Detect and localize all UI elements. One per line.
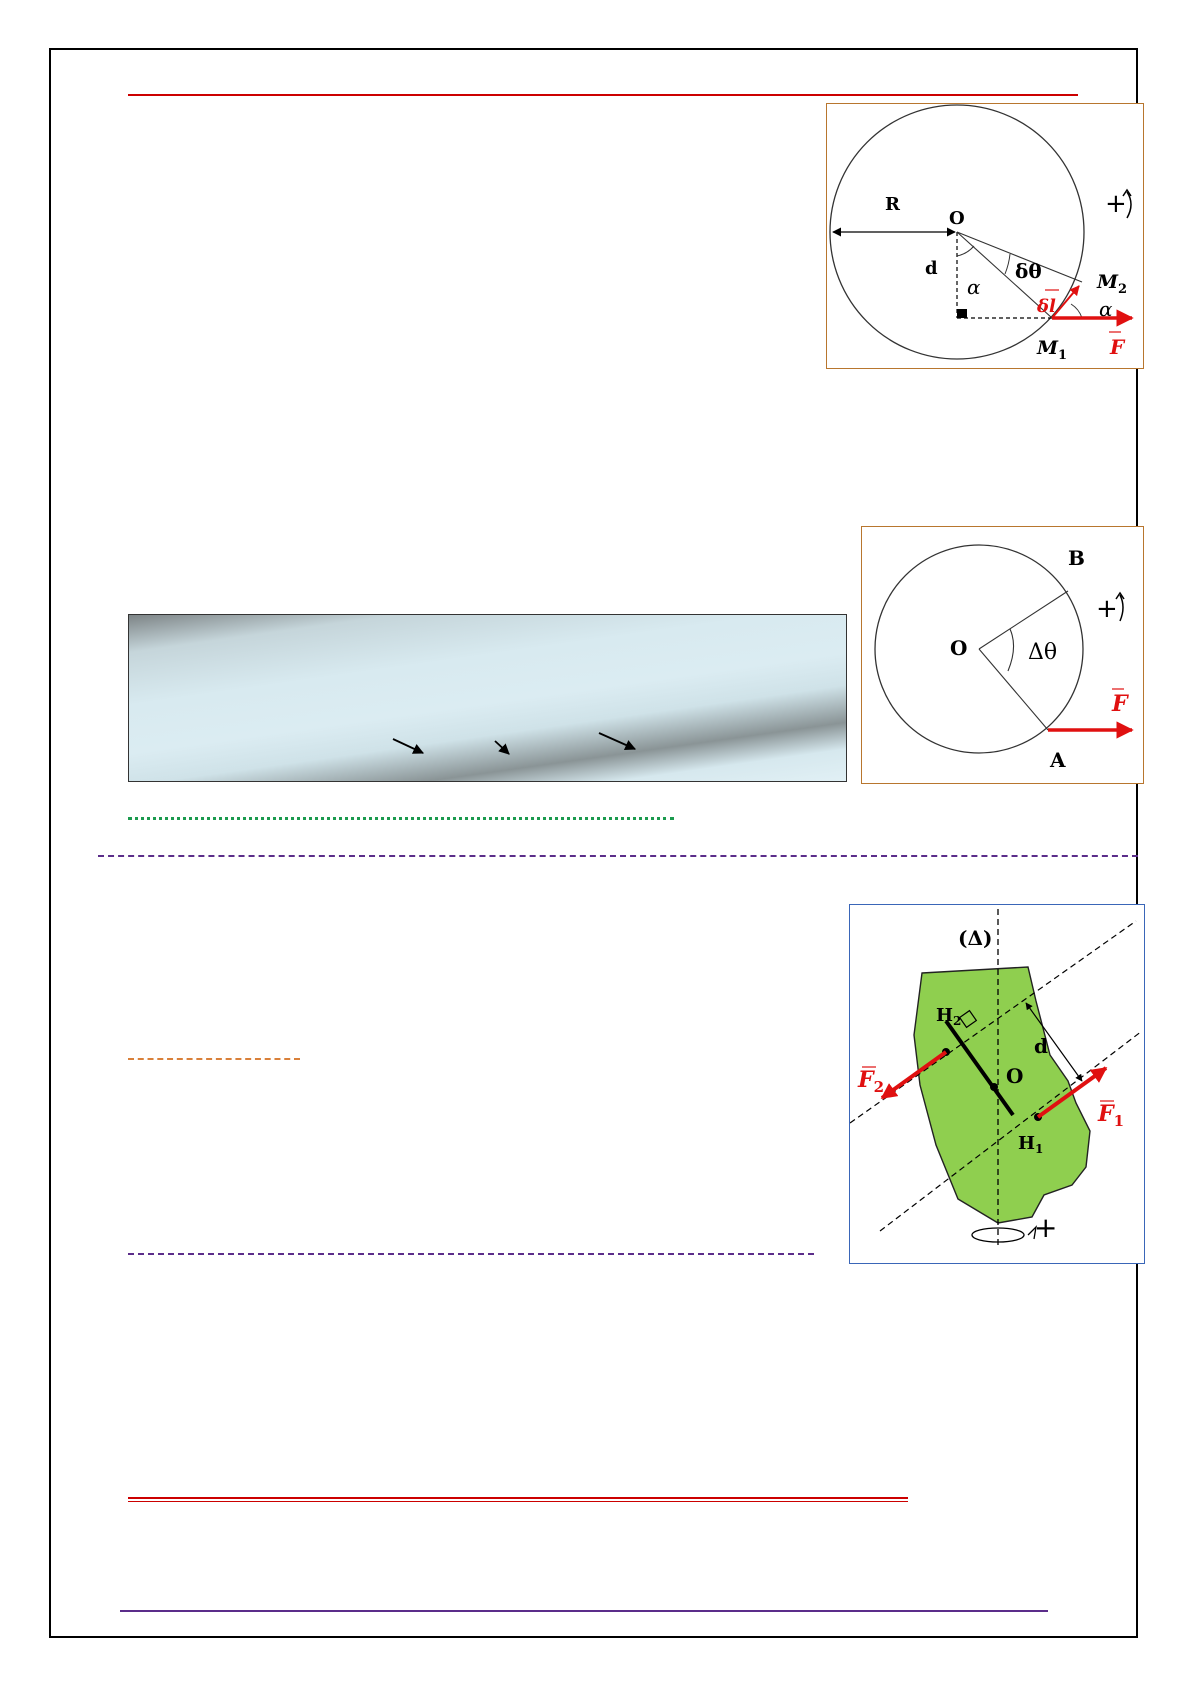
- header-rule: [128, 94, 1078, 96]
- arrow-icon-3: [599, 733, 635, 749]
- label-alpha-edge: α: [1099, 297, 1113, 321]
- label-dtheta: δθ: [1015, 259, 1042, 283]
- label-F1: $F_1$: [1098, 1101, 1125, 1130]
- label-d: d: [1034, 1034, 1048, 1058]
- label-F2: $F_2$: [858, 1067, 885, 1096]
- label-O: O: [950, 636, 968, 660]
- angle-alpha-arc: [957, 246, 974, 256]
- label-d: d: [925, 258, 938, 279]
- label-M2: $M_2$: [1097, 271, 1128, 297]
- label-O: O: [949, 208, 965, 229]
- label-A: A: [1050, 748, 1066, 772]
- section-separator: [98, 855, 1138, 857]
- displacement-dl-arrow: [1052, 286, 1079, 318]
- point-O: [990, 1083, 998, 1091]
- figure-rotation-angle: [861, 526, 1144, 784]
- purple-dashed-separator: [128, 1253, 814, 1255]
- label-M1: $M_1$: [1037, 337, 1068, 363]
- angle-arc: [1008, 629, 1014, 671]
- label-H2: $H_2$: [936, 1005, 962, 1028]
- right-angle-marker: [957, 309, 967, 318]
- label-rotation-sign: +: [1034, 1211, 1058, 1244]
- label-dtheta: Δθ: [1028, 640, 1058, 665]
- label-F: F: [1110, 335, 1125, 359]
- green-dotted-separator: [128, 817, 674, 820]
- label-alpha-center: α: [967, 275, 981, 299]
- angle-alpha-edge-arc: [1071, 304, 1082, 318]
- label-H1: $H_1$: [1018, 1133, 1044, 1156]
- label-rotation-sign: +: [1096, 594, 1118, 624]
- label-B: B: [1068, 546, 1085, 570]
- arrow-icon-2: [495, 741, 509, 754]
- label-dl: δl: [1037, 296, 1056, 317]
- label-O: O: [1006, 1064, 1024, 1088]
- angle-dtheta-arc: [1005, 254, 1010, 274]
- highlight-box: [128, 614, 847, 782]
- label-axis: (Δ): [958, 926, 993, 950]
- footer-double-rule: [128, 1497, 908, 1502]
- label-F: F: [1112, 691, 1128, 717]
- figure-couple-of-forces: [849, 904, 1145, 1264]
- rotation-sign-icon: [1120, 595, 1123, 621]
- arrow-icon-1: [393, 739, 423, 753]
- figure-work-of-tangential-force: [826, 103, 1144, 369]
- orange-dashed-separator: [128, 1058, 300, 1060]
- footer-rule: [120, 1610, 1048, 1612]
- label-R: R: [885, 194, 900, 215]
- label-rotation-sign: +: [1105, 189, 1127, 219]
